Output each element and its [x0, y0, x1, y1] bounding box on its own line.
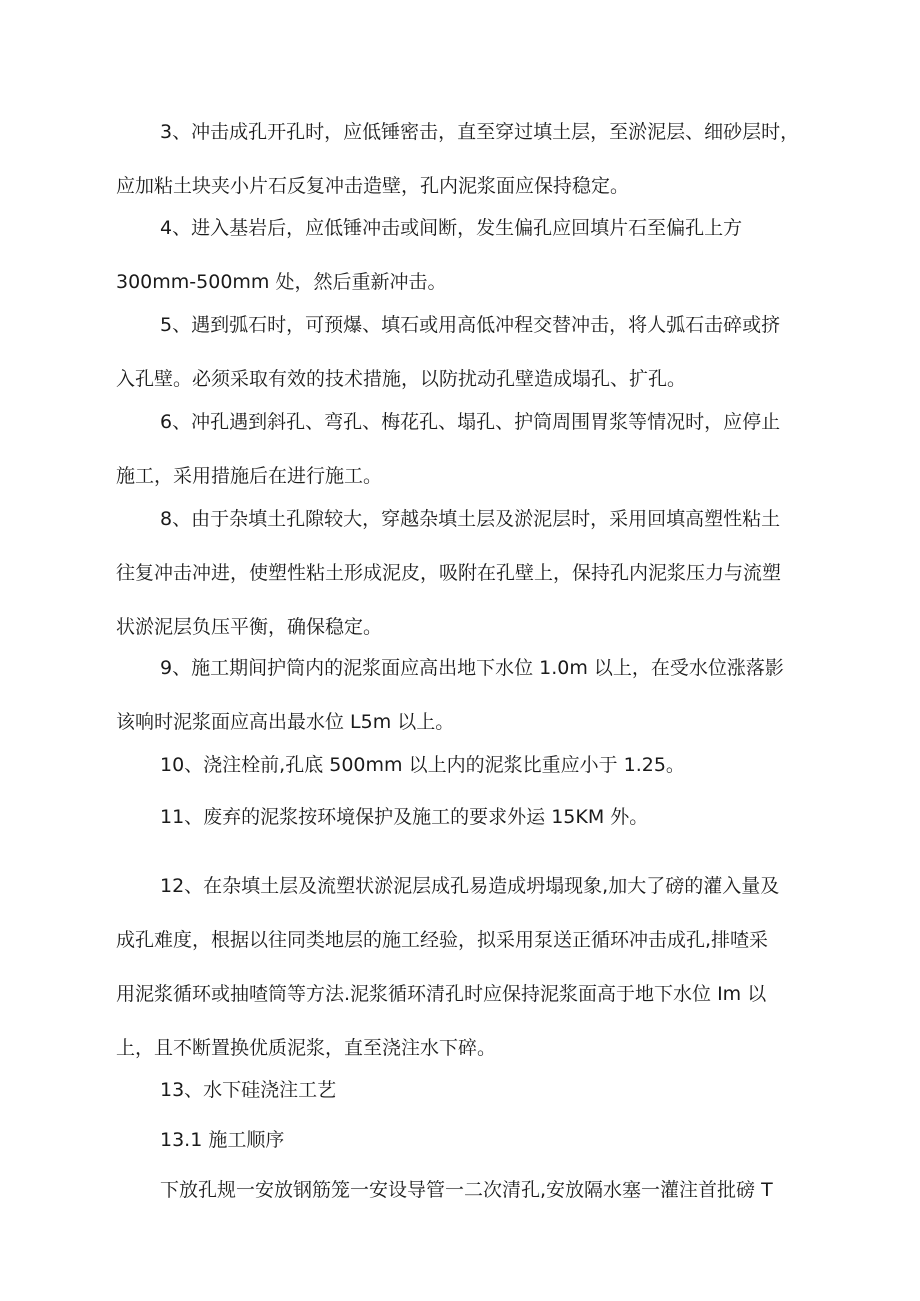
text-line: 入孔壁。必须采取有效的技术措施，以防扰动孔壁造成塌孔、扩孔。 — [116, 368, 687, 390]
paragraph-4 — [116, 201, 816, 309]
text-line: 应加粘土块夹小片石反复冲击造壁，孔内泥浆面应保持稳定。 — [116, 175, 630, 197]
paragraph-9 — [116, 641, 816, 749]
paragraph-10 — [116, 738, 816, 792]
text-line: 11、废弃的泥浆按环境保护及施工的要求外运 15KM 外。 — [160, 806, 649, 828]
text-line: 成孔难度，根据以往同类地层的施工经验，拟采用泵送正循环冲击成孔,排喳采 — [116, 929, 769, 951]
paragraph-5 — [116, 298, 816, 406]
paragraph-12 — [116, 859, 816, 1075]
paragraph-sequence — [116, 1163, 816, 1217]
text-line: 4、进入基岩后，应低锤冲击或间断，发生偏孔应回填片石至偏孔上方 — [160, 217, 743, 239]
text-line: 12、在杂填土层及流塑状淤泥层成孔易造成坍塌现象,加大了磅的灌入量及 — [160, 875, 780, 897]
text-line: 该响时泥浆面应高出最水位 L5m 以上。 — [116, 711, 455, 733]
text-line: 下放孔规一安放钢筋笼一安设导管一二次清孔,安放隔水塞一灌注首批磅 T — [160, 1179, 773, 1201]
text-line: 施工，采用措施后在进行施工。 — [116, 465, 383, 487]
text-line: 10、浇注栓前,孔底 500mm 以上内的泥浆比重应小于 1.25。 — [160, 754, 685, 776]
text-line: 状淤泥层负压平衡，确保稳定。 — [116, 616, 383, 638]
paragraph-3 — [116, 105, 816, 213]
text-line: 300mm-500mm 处，然后重新冲击。 — [116, 271, 447, 293]
text-line: 上，且不断置换优质泥浆，直至浇注水下碎。 — [116, 1037, 497, 1059]
text-line: 往复冲击冲进，使塑性粘土形成泥皮，吸附在孔壁上，保持孔内泥浆压力与流塑 — [116, 562, 782, 584]
paragraph-11 — [116, 790, 816, 844]
section-heading: 13、水下硅浇注工艺 — [160, 1079, 337, 1101]
subsection-heading: 13.1 施工顺序 — [160, 1129, 285, 1151]
text-line: 用泥浆循环或抽喳筒等方法.泥浆循环清孔时应保持泥浆面高于地下水位 Im 以 — [116, 983, 767, 1005]
paragraph-13-1-heading — [116, 1113, 816, 1167]
text-line: 6、冲孔遇到斜孔、弯孔、梅花孔、塌孔、护筒周围胃浆等情况时，应停止 — [160, 411, 781, 433]
text-line: 3、冲击成孔开孔时，应低锤密击，直至穿过填土层，至淤泥层、细砂层时， — [160, 121, 800, 143]
paragraph-6 — [116, 395, 816, 503]
text-line: 8、由于杂填土孔隙较大，穿越杂填土层及淤泥层时，采用回填高塑性粘土 — [160, 508, 781, 530]
text-line: 9、施工期间护筒内的泥浆面应高出地下水位 1.0m 以上，在受水位涨落影 — [160, 657, 784, 679]
paragraph-8 — [116, 492, 816, 654]
paragraph-13-heading — [116, 1063, 816, 1117]
text-line: 5、遇到弧石时，可预爆、填石或用高低冲程交替冲击，将人弧石击碎或挤 — [160, 314, 781, 336]
